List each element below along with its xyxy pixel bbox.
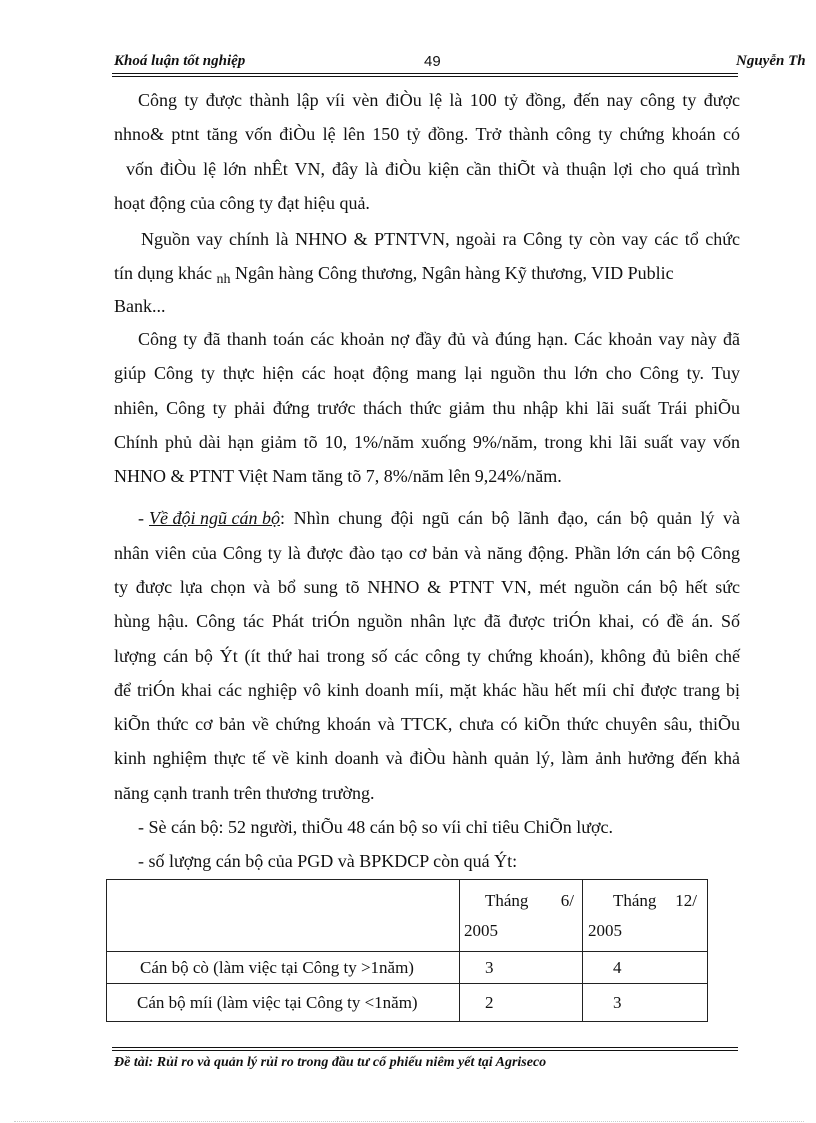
p4-line-9: năng cạnh tranh trên thương trường. (114, 783, 375, 803)
col1-bottom: 2005 (464, 920, 498, 940)
p2-line-2b: Ngân hàng Công thương, Ngân hàng Kỹ thương, VID Public (234, 263, 674, 283)
header-title: Khoá luận tốt nghiệp (114, 53, 246, 69)
row-value-jun: 3 (460, 952, 583, 984)
p4-line-1 (138, 507, 740, 529)
table-header-empty (107, 880, 460, 952)
staff-table (106, 879, 708, 1022)
row-value-jun: 2 (460, 984, 583, 1022)
header-rule-top (112, 73, 738, 74)
page-edge-dots (14, 1121, 804, 1122)
footer-rule-top (112, 1047, 738, 1048)
col2-bottom: 2005 (588, 920, 622, 940)
row-value-dec: 4 (583, 952, 708, 984)
p3-line-3: nhiên, Công ty phải đứng trước thách thức giảm thu nhập khi lãi suất Trái phiÕu (114, 398, 740, 418)
table-header-jun-2005 (460, 880, 583, 952)
col1-top: Tháng 6/ (485, 890, 574, 910)
bullet-staff-shortage: - số lượng cán bộ của PGD và BPKDCP còn quá Ýt: (138, 851, 518, 871)
p4-line-1-rest: : Nhìn chung đội ngũ cán bộ lãnh đạo, cán bộ quản lý và (279, 508, 740, 528)
table-row (107, 952, 708, 984)
p3-line-5: NHNO & PTNT Việt Nam tăng tõ 7, 8%/năm lên 9,24%/năm. (114, 466, 562, 486)
p2-line-3: Bank... (114, 296, 166, 316)
p4-line-4: hùng hậu. Công tác Phát triÓn nguồn nhân lực đã được triÓn khai, có đề án. Số (114, 611, 740, 631)
p2-line-2a: tín dụng khác (114, 263, 212, 283)
p1-line-1: Công ty được thành lập víi vèn điÒu lệ là 100 tỷ đồng, đến nay công ty được (138, 90, 740, 110)
header-author: Nguyễn Th (736, 53, 806, 69)
p3-line-1: Công ty đã thanh toán các khoản nợ đầy đủ và đúng hạn. Các khoản vay này đã (138, 329, 740, 349)
p1-line-4: hoạt động của công ty đạt hiệu quả. (114, 193, 370, 213)
footer-topic: Đề tài: Rủi ro và quản lý rủi ro trong đầu tư cổ phiếu niêm yết tại Agriseco (114, 1055, 547, 1070)
p4-dash: - (138, 508, 144, 528)
row-label: Cán bộ míi (làm việc tại Công ty <1năm) (107, 984, 460, 1022)
table-header-dec-2005 (583, 880, 708, 952)
table-header-row (107, 880, 708, 952)
p4-line-3: ty được lựa chọn và bổ sung tõ NHNO & PTNT VN, mét nguồn cán bộ hết sức (114, 577, 740, 597)
row-label: Cán bộ cò (làm việc tại Công ty >1năm) (107, 952, 460, 984)
page-number: 49 (424, 53, 441, 70)
p3-line-2: giúp Công ty thực hiện các hoạt động mang lại nguồn thu lớn cho Công ty. Tuy (114, 363, 740, 383)
p4-line-5: lượng cán bộ Ýt (ít thứ hai trong số các công ty chứng khoán), không đủ biên chế (114, 646, 740, 666)
footer-rule-bottom (112, 1050, 738, 1051)
p3-line-4: Chính phủ dài hạn giảm tõ 10, 1%/năm xuống 9%/năm, trong khi lãi suất vay vốn (114, 432, 740, 452)
header-rule-bottom (112, 76, 738, 77)
p2-line-2 (114, 262, 674, 287)
p2-line-1: Nguồn vay chính là NHNO & PTNTVN, ngoài ra Công ty còn vay các tổ chức (141, 229, 740, 249)
col2-top: Tháng 12/ (613, 890, 697, 910)
p2-line-2-sub: nh (216, 272, 231, 287)
p4-line-6: để triÓn khai các nghiệp vô kinh doanh míi, mặt khác hầu hết míi chỉ được trang bị (114, 680, 740, 700)
p4-line-2: nhân viên của Công ty là được đào tạo cơ bản và năng động. Phần lớn cán bộ Công (114, 543, 740, 563)
p4-line-8: kinh nghiệm thực tế về kinh doanh và điÒu hành quản lý, làm ảnh hưởng đến khả (114, 748, 740, 768)
row-value-dec: 3 (583, 984, 708, 1022)
p1-line-2: nhno& ptnt tăng vốn điÒu lệ lên 150 tỷ đồng. Trở thành công ty chứng khoán có (114, 124, 740, 144)
p4-heading: Về đội ngũ cán bộ (149, 508, 280, 528)
table-row (107, 984, 708, 1022)
bullet-staff-count: - Sè cán bộ: 52 người, thiÕu 48 cán bộ so víi chỉ tiêu ChiÕn lược. (138, 817, 613, 837)
p4-line-7: kiÕn thức cơ bản về chứng khoán và TTCK, chưa có kiÕn thức chuyên sâu, thiÕu (114, 714, 740, 734)
p1-line-3: vốn điÒu lệ lớn nhÊt VN, đây là điÒu kiện cần thiÕt và thuận lợi cho quá trình (126, 159, 740, 179)
